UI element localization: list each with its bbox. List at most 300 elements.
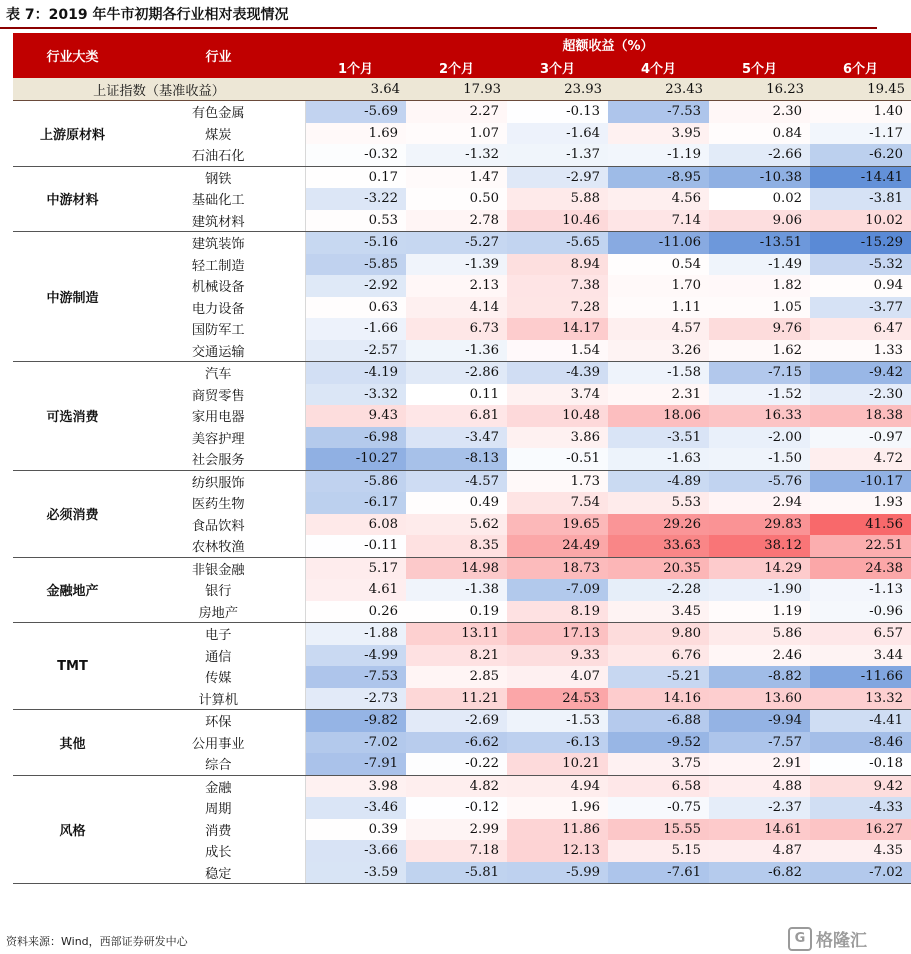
category-cell: 金融地产 [13, 557, 132, 623]
excess-return-cell: -6.17 [305, 492, 406, 514]
excess-return-cell: 17.13 [507, 623, 608, 645]
excess-return-cell: 4.35 [810, 840, 911, 862]
header-period: 4个月 [608, 56, 709, 78]
excess-return-cell: -2.92 [305, 275, 406, 297]
excess-return-cell: -9.42 [810, 362, 911, 384]
excess-return-cell: 1.69 [305, 123, 406, 145]
source-note: 资料来源：Wind，西部证券研发中心 [6, 935, 188, 948]
excess-return-cell: 0.02 [709, 188, 810, 210]
excess-return-cell: -5.16 [305, 232, 406, 254]
table-row [13, 427, 911, 449]
excess-return-cell: -7.53 [305, 666, 406, 688]
industry-cell: 美容护理 [132, 427, 305, 449]
excess-return-cell: 3.95 [608, 123, 709, 145]
benchmark-value: 19.45 [810, 78, 911, 101]
industry-cell: 成长 [132, 840, 305, 862]
excess-return-cell: 11.21 [406, 688, 507, 710]
category-cell: TMT [13, 623, 132, 710]
industry-cell: 交通运输 [132, 340, 305, 362]
excess-return-cell: -1.38 [406, 579, 507, 601]
excess-return-cell: 0.17 [305, 166, 406, 188]
excess-return-cell: 41.56 [810, 514, 911, 536]
excess-return-cell: 13.11 [406, 623, 507, 645]
excess-return-cell: -4.57 [406, 470, 507, 492]
excess-return-cell: -11.66 [810, 666, 911, 688]
category-cell: 必须消费 [13, 470, 132, 557]
category-cell: 中游制造 [13, 232, 132, 362]
excess-return-cell: -1.17 [810, 123, 911, 145]
industry-cell: 房地产 [132, 601, 305, 623]
excess-return-cell: 10.46 [507, 210, 608, 232]
table-row [13, 840, 911, 862]
excess-return-cell: 10.21 [507, 753, 608, 775]
industry-cell: 家用电器 [132, 405, 305, 427]
industry-cell: 非银金融 [132, 557, 305, 579]
excess-return-cell: 6.08 [305, 514, 406, 536]
benchmark-row [13, 78, 911, 101]
excess-return-cell: 0.84 [709, 123, 810, 145]
excess-return-cell: -5.21 [608, 666, 709, 688]
excess-return-cell: -5.76 [709, 470, 810, 492]
excess-return-cell: 2.27 [406, 101, 507, 123]
excess-return-cell: 0.53 [305, 210, 406, 232]
industry-cell: 农林牧渔 [132, 535, 305, 557]
excess-return-cell: 8.19 [507, 601, 608, 623]
excess-return-cell: -3.66 [305, 840, 406, 862]
excess-return-cell: -8.95 [608, 166, 709, 188]
excess-return-cell: -8.13 [406, 448, 507, 470]
benchmark-label: 上证指数（基准收益） [13, 78, 305, 101]
excess-return-cell: -2.37 [709, 797, 810, 819]
table-row [13, 470, 911, 492]
excess-return-cell: 9.43 [305, 405, 406, 427]
excess-return-cell: -6.20 [810, 144, 911, 166]
excess-return-cell: -1.19 [608, 144, 709, 166]
table-row [13, 623, 911, 645]
table-title: 表 7：2019 年牛市初期各行业相对表现情况 [6, 7, 289, 23]
excess-return-cell: 9.80 [608, 623, 709, 645]
excess-return-cell: 1.33 [810, 340, 911, 362]
excess-return-cell: 4.07 [507, 666, 608, 688]
excess-return-cell: -2.00 [709, 427, 810, 449]
table-row [13, 579, 911, 601]
excess-return-cell: -1.63 [608, 448, 709, 470]
excess-return-cell: -3.51 [608, 427, 709, 449]
table-row [13, 797, 911, 819]
industry-cell: 建筑材料 [132, 210, 305, 232]
excess-return-cell: 14.16 [608, 688, 709, 710]
table-row [13, 819, 911, 841]
excess-return-cell: -8.82 [709, 666, 810, 688]
table-row [13, 753, 911, 775]
excess-return-cell: 15.55 [608, 819, 709, 841]
table-row [13, 144, 911, 166]
table-row [13, 123, 911, 145]
excess-return-cell: 9.06 [709, 210, 810, 232]
excess-return-cell: 0.50 [406, 188, 507, 210]
benchmark-value: 16.23 [709, 78, 810, 101]
excess-return-cell: -2.97 [507, 166, 608, 188]
excess-return-cell: -1.13 [810, 579, 911, 601]
excess-return-cell: -1.49 [709, 254, 810, 276]
excess-return-cell: -6.13 [507, 732, 608, 754]
excess-return-cell: 4.88 [709, 775, 810, 797]
excess-return-cell: 5.88 [507, 188, 608, 210]
excess-return-cell: 13.60 [709, 688, 810, 710]
excess-return-cell: -1.37 [507, 144, 608, 166]
excess-return-cell: -1.39 [406, 254, 507, 276]
excess-return-cell: -9.94 [709, 710, 810, 732]
excess-return-cell: 10.02 [810, 210, 911, 232]
excess-return-cell: 6.47 [810, 318, 911, 340]
excess-return-cell: 0.54 [608, 254, 709, 276]
table-row [13, 775, 911, 797]
excess-return-cell: -3.22 [305, 188, 406, 210]
table-row [13, 601, 911, 623]
industry-cell: 石油石化 [132, 144, 305, 166]
excess-return-cell: 7.18 [406, 840, 507, 862]
excess-return-cell: -6.98 [305, 427, 406, 449]
excess-return-cell: -2.28 [608, 579, 709, 601]
excess-return-cell: -9.52 [608, 732, 709, 754]
excess-return-cell: -0.32 [305, 144, 406, 166]
excess-return-cell: 1.70 [608, 275, 709, 297]
excess-return-cell: -5.86 [305, 470, 406, 492]
industry-cell: 有色金属 [132, 101, 305, 123]
industry-cell: 纺织服饰 [132, 470, 305, 492]
category-cell: 上游原材料 [13, 101, 132, 167]
excess-return-cell: 3.26 [608, 340, 709, 362]
excess-return-cell: -4.99 [305, 645, 406, 667]
excess-return-cell: 14.17 [507, 318, 608, 340]
table-row [13, 188, 911, 210]
excess-return-cell: -10.27 [305, 448, 406, 470]
excess-return-cell: -6.82 [709, 862, 810, 884]
excess-return-cell: 6.76 [608, 645, 709, 667]
industry-cell: 金融 [132, 775, 305, 797]
excess-return-cell: 1.93 [810, 492, 911, 514]
excess-return-cell: 11.86 [507, 819, 608, 841]
excess-return-cell: 7.14 [608, 210, 709, 232]
excess-return-cell: 1.07 [406, 123, 507, 145]
table-row [13, 666, 911, 688]
excess-return-cell: 14.98 [406, 557, 507, 579]
excess-return-cell: -5.32 [810, 254, 911, 276]
excess-return-cell: 4.61 [305, 579, 406, 601]
title-rule [0, 27, 877, 29]
industry-cell: 周期 [132, 797, 305, 819]
industry-cell: 食品饮料 [132, 514, 305, 536]
excess-return-cell: -4.41 [810, 710, 911, 732]
excess-return-cell: 0.26 [305, 601, 406, 623]
excess-return-cell: 7.54 [507, 492, 608, 514]
table-row [13, 557, 911, 579]
excess-return-cell: -2.86 [406, 362, 507, 384]
header-period: 3个月 [507, 56, 608, 78]
excess-return-cell: 1.05 [709, 297, 810, 319]
table-row [13, 275, 911, 297]
excess-return-cell: 18.38 [810, 405, 911, 427]
excess-return-cell: 0.63 [305, 297, 406, 319]
industry-cell: 煤炭 [132, 123, 305, 145]
industry-cell: 消费 [132, 819, 305, 841]
excess-return-cell: 33.63 [608, 535, 709, 557]
sector-relative-performance-table [13, 33, 911, 884]
table-row [13, 254, 911, 276]
excess-return-cell: -1.50 [709, 448, 810, 470]
excess-return-cell: 5.86 [709, 623, 810, 645]
excess-return-cell: 7.38 [507, 275, 608, 297]
industry-cell: 电力设备 [132, 297, 305, 319]
excess-return-cell: -7.02 [305, 732, 406, 754]
excess-return-cell: 2.85 [406, 666, 507, 688]
industry-cell: 基础化工 [132, 188, 305, 210]
table-row [13, 384, 911, 406]
industry-cell: 计算机 [132, 688, 305, 710]
industry-cell: 环保 [132, 710, 305, 732]
excess-return-cell: 5.15 [608, 840, 709, 862]
header-period: 2个月 [406, 56, 507, 78]
excess-return-cell: -1.58 [608, 362, 709, 384]
excess-return-cell: 0.39 [305, 819, 406, 841]
excess-return-cell: -3.32 [305, 384, 406, 406]
excess-return-cell: 4.56 [608, 188, 709, 210]
excess-return-cell: 13.32 [810, 688, 911, 710]
excess-return-cell: 5.53 [608, 492, 709, 514]
excess-return-cell: -0.96 [810, 601, 911, 623]
excess-return-cell: 16.33 [709, 405, 810, 427]
excess-return-cell: -4.19 [305, 362, 406, 384]
excess-return-cell: -3.47 [406, 427, 507, 449]
excess-return-cell: 2.13 [406, 275, 507, 297]
table-row [13, 514, 911, 536]
category-cell: 风格 [13, 775, 132, 884]
excess-return-cell: 20.35 [608, 557, 709, 579]
excess-return-cell: 12.13 [507, 840, 608, 862]
excess-return-cell: 2.78 [406, 210, 507, 232]
excess-return-cell: 16.27 [810, 819, 911, 841]
excess-return-cell: 1.11 [608, 297, 709, 319]
excess-return-cell: -0.13 [507, 101, 608, 123]
excess-return-cell: -1.66 [305, 318, 406, 340]
excess-return-cell: -5.27 [406, 232, 507, 254]
benchmark-value: 23.93 [507, 78, 608, 101]
header-category: 行业大类 [13, 33, 132, 78]
industry-cell: 国防军工 [132, 318, 305, 340]
table-row [13, 318, 911, 340]
excess-return-cell: -7.02 [810, 862, 911, 884]
excess-return-cell: -0.18 [810, 753, 911, 775]
excess-return-cell: 6.57 [810, 623, 911, 645]
excess-return-cell: -7.61 [608, 862, 709, 884]
table-row [13, 732, 911, 754]
excess-return-cell: -1.90 [709, 579, 810, 601]
excess-return-cell: 1.82 [709, 275, 810, 297]
excess-return-cell: -3.81 [810, 188, 911, 210]
excess-return-cell: -0.12 [406, 797, 507, 819]
excess-return-cell: -2.73 [305, 688, 406, 710]
excess-return-cell: 3.98 [305, 775, 406, 797]
excess-return-cell: -6.62 [406, 732, 507, 754]
excess-return-cell: 0.49 [406, 492, 507, 514]
excess-return-cell: -5.99 [507, 862, 608, 884]
excess-return-cell: -10.38 [709, 166, 810, 188]
excess-return-cell: 3.86 [507, 427, 608, 449]
industry-cell: 综合 [132, 753, 305, 775]
excess-return-cell: -1.52 [709, 384, 810, 406]
header-excess-return: 超额收益（%） [305, 33, 911, 56]
table-row [13, 340, 911, 362]
excess-return-cell: 4.72 [810, 448, 911, 470]
excess-return-cell: -0.51 [507, 448, 608, 470]
table-row [13, 101, 911, 123]
excess-return-cell: 1.54 [507, 340, 608, 362]
excess-return-cell: -7.91 [305, 753, 406, 775]
excess-return-cell: -4.39 [507, 362, 608, 384]
table-row [13, 688, 911, 710]
excess-return-cell: 8.94 [507, 254, 608, 276]
excess-return-cell: -7.53 [608, 101, 709, 123]
table-row [13, 492, 911, 514]
benchmark-value: 3.64 [305, 78, 406, 101]
excess-return-cell: 3.74 [507, 384, 608, 406]
excess-return-cell: -13.51 [709, 232, 810, 254]
excess-return-cell: -15.29 [810, 232, 911, 254]
excess-return-cell: 29.26 [608, 514, 709, 536]
watermark [788, 926, 867, 951]
industry-cell: 银行 [132, 579, 305, 601]
category-cell: 中游材料 [13, 166, 132, 232]
excess-return-cell: 6.81 [406, 405, 507, 427]
excess-return-cell: 9.76 [709, 318, 810, 340]
excess-return-cell: -4.33 [810, 797, 911, 819]
excess-return-cell: -2.69 [406, 710, 507, 732]
excess-return-cell: -6.88 [608, 710, 709, 732]
excess-return-cell: 6.58 [608, 775, 709, 797]
table-row [13, 862, 911, 884]
benchmark-value: 23.43 [608, 78, 709, 101]
header-industry: 行业 [132, 33, 305, 78]
excess-return-cell: 5.62 [406, 514, 507, 536]
excess-return-cell: 3.44 [810, 645, 911, 667]
excess-return-cell: 2.94 [709, 492, 810, 514]
excess-return-cell: 14.61 [709, 819, 810, 841]
excess-return-cell: -5.81 [406, 862, 507, 884]
excess-return-cell: 0.11 [406, 384, 507, 406]
header-period: 1个月 [305, 56, 406, 78]
excess-return-cell: 4.14 [406, 297, 507, 319]
excess-return-cell: 8.35 [406, 535, 507, 557]
excess-return-cell: -5.85 [305, 254, 406, 276]
excess-return-cell: -5.65 [507, 232, 608, 254]
excess-return-cell: 10.48 [507, 405, 608, 427]
excess-return-cell: -1.64 [507, 123, 608, 145]
excess-return-cell: -3.46 [305, 797, 406, 819]
excess-return-cell: -3.77 [810, 297, 911, 319]
excess-return-cell: 38.12 [709, 535, 810, 557]
excess-return-cell: 14.29 [709, 557, 810, 579]
excess-return-cell: 1.19 [709, 601, 810, 623]
excess-return-cell: 19.65 [507, 514, 608, 536]
excess-return-cell: -7.15 [709, 362, 810, 384]
industry-cell: 电子 [132, 623, 305, 645]
excess-return-cell: 1.47 [406, 166, 507, 188]
excess-return-cell: 9.42 [810, 775, 911, 797]
excess-return-cell: 1.96 [507, 797, 608, 819]
excess-return-cell: -7.57 [709, 732, 810, 754]
excess-return-cell: 7.28 [507, 297, 608, 319]
excess-return-cell: -2.66 [709, 144, 810, 166]
table-row [13, 166, 911, 188]
excess-return-cell: 3.45 [608, 601, 709, 623]
benchmark-value: 17.93 [406, 78, 507, 101]
industry-cell: 社会服务 [132, 448, 305, 470]
excess-return-cell: 0.94 [810, 275, 911, 297]
excess-return-cell: -5.69 [305, 101, 406, 123]
industry-cell: 汽车 [132, 362, 305, 384]
table-row [13, 535, 911, 557]
industry-cell: 商贸零售 [132, 384, 305, 406]
excess-return-cell: 1.73 [507, 470, 608, 492]
excess-return-cell: 0.19 [406, 601, 507, 623]
excess-return-cell: -0.22 [406, 753, 507, 775]
excess-return-cell: 8.21 [406, 645, 507, 667]
excess-return-cell: 2.99 [406, 819, 507, 841]
industry-cell: 公用事业 [132, 732, 305, 754]
excess-return-cell: -1.36 [406, 340, 507, 362]
industry-cell: 传媒 [132, 666, 305, 688]
table-row [13, 645, 911, 667]
excess-return-cell: 29.83 [709, 514, 810, 536]
excess-return-cell: 2.46 [709, 645, 810, 667]
excess-return-cell: 24.38 [810, 557, 911, 579]
excess-return-cell: 4.82 [406, 775, 507, 797]
excess-return-cell: -1.53 [507, 710, 608, 732]
excess-return-cell: -10.17 [810, 470, 911, 492]
table-row [13, 448, 911, 470]
excess-return-cell: -7.09 [507, 579, 608, 601]
excess-return-cell: 5.17 [305, 557, 406, 579]
excess-return-cell: -2.57 [305, 340, 406, 362]
industry-cell: 钢铁 [132, 166, 305, 188]
excess-return-cell: 9.33 [507, 645, 608, 667]
watermark-text: 格隆汇 [816, 931, 867, 951]
excess-return-cell: 3.75 [608, 753, 709, 775]
excess-return-cell: -0.97 [810, 427, 911, 449]
table-row [13, 362, 911, 384]
industry-cell: 通信 [132, 645, 305, 667]
industry-cell: 轻工制造 [132, 254, 305, 276]
excess-return-cell: -0.75 [608, 797, 709, 819]
excess-return-cell: -4.89 [608, 470, 709, 492]
excess-return-cell: -11.06 [608, 232, 709, 254]
excess-return-cell: 2.31 [608, 384, 709, 406]
watermark-logo-icon: G [788, 927, 812, 951]
excess-return-cell: 24.49 [507, 535, 608, 557]
excess-return-cell: 18.73 [507, 557, 608, 579]
excess-return-cell: -14.41 [810, 166, 911, 188]
header-period: 6个月 [810, 56, 911, 78]
excess-return-cell: -1.32 [406, 144, 507, 166]
excess-return-cell: -0.11 [305, 535, 406, 557]
excess-return-cell: 1.40 [810, 101, 911, 123]
excess-return-cell: -3.59 [305, 862, 406, 884]
excess-return-cell: 2.30 [709, 101, 810, 123]
table-row [13, 710, 911, 732]
table-row [13, 405, 911, 427]
industry-cell: 医药生物 [132, 492, 305, 514]
excess-return-cell: 4.57 [608, 318, 709, 340]
